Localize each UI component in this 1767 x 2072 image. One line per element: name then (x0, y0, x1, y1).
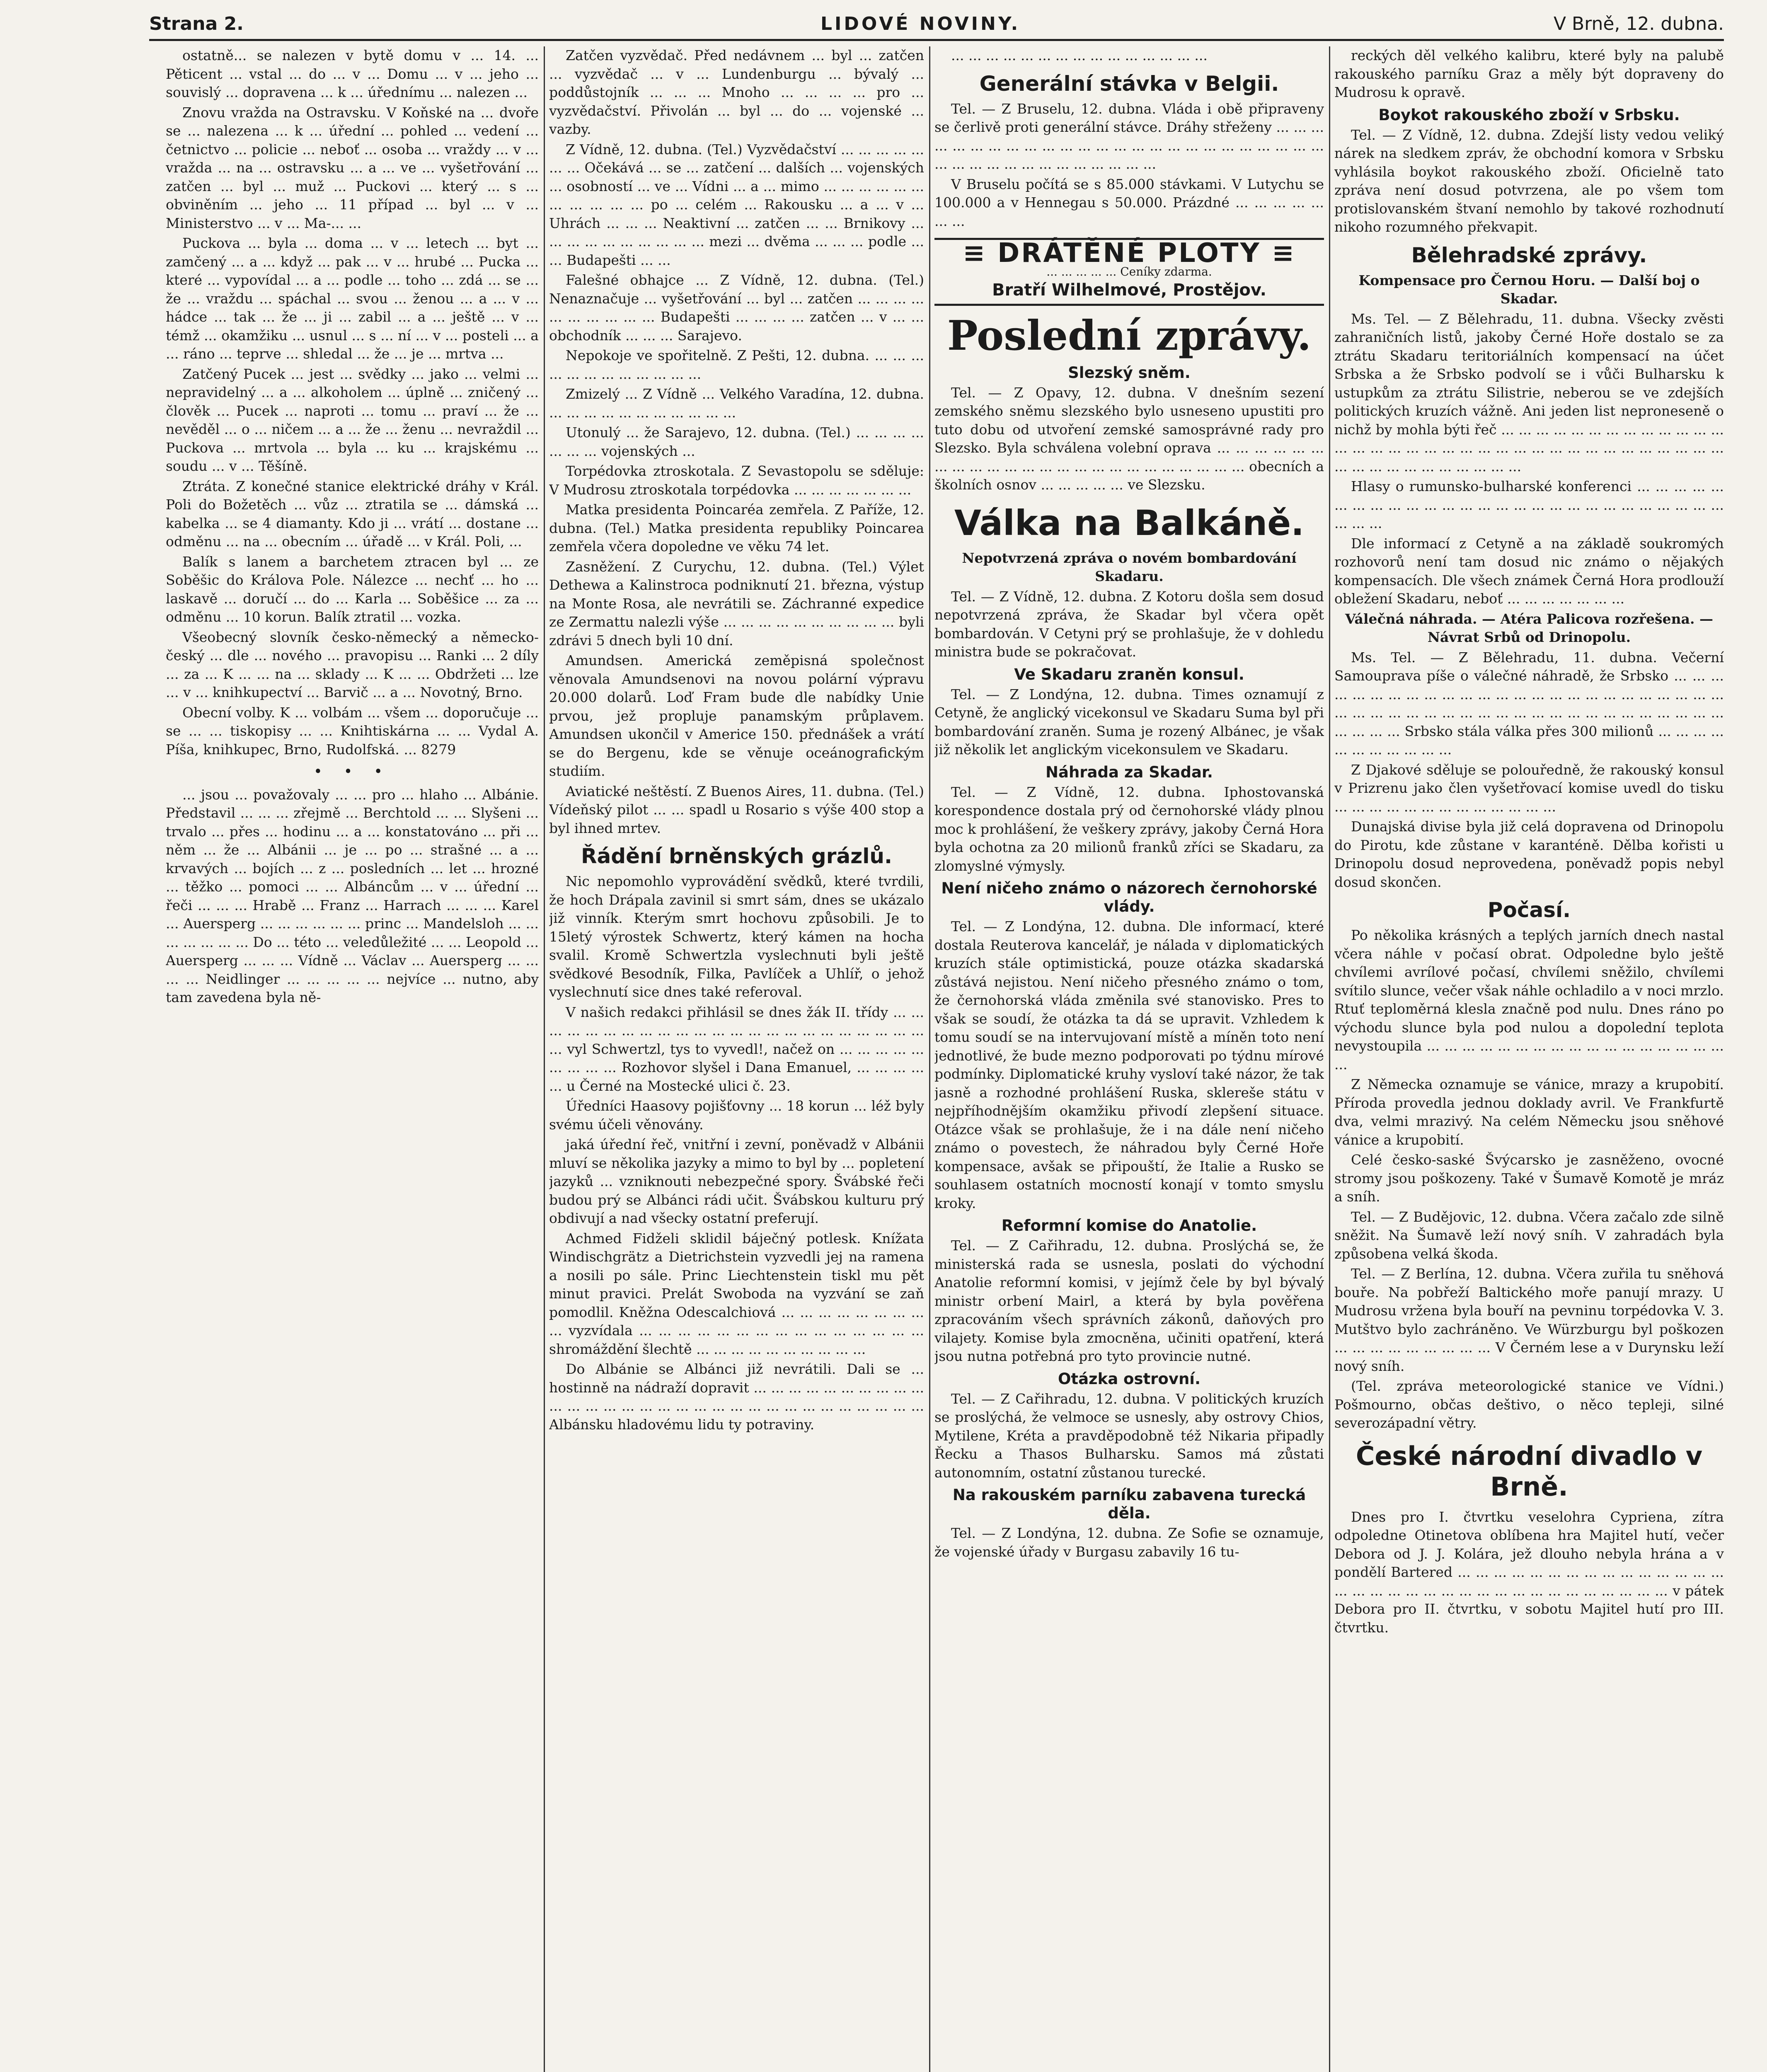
subheading-anatolie: Reformní komise do Anatolie. (1001, 1217, 1257, 1234)
subheading-nahrady: Válečná náhrada. — Atéra Palicova rozřešena. — Návrat Srbů od Drinopolu. (1345, 610, 1713, 645)
article-paragraph: Dle informací z Cetyně a na základě soukromých rozhovorů není tam dosud nic známo o nějakých kompensacích. Dle všech známek Černá Hora prodlouží obležení Skadaru, neboť ... ... ... ... ... ... ... (1334, 535, 1724, 607)
headline-belehrad: Bělehradské zprávy. (1411, 243, 1647, 267)
headline-divadlo: České národní divadlo v Brně. (1356, 1440, 1703, 1502)
ad-title: ≡ DRÁTĚNÉ PLOTY ≡ (963, 238, 1296, 269)
column-rule (544, 46, 545, 2072)
article-paragraph: Tel. — Z Vídně, 12. dubna. Z Kotoru došla sem dosud nepotvrzená zpráva, že Skadar byl včera opět bombardován. V Cetyni prý se prohlašuje, že v dohledu ministra bude se pokračovat. (934, 588, 1324, 660)
article-paragraph: Do Albánie se Albánci již nevrátili. Dali se ... hostinně na nádraží dopravit ... ... ... ... ... ... ... ... ... ... ... ... ... ... ... ... ... ... ... ... ... ... ... ... ... ... ... ... ... ... ... Albánsku hladovému lidu ty potraviny. (549, 1361, 924, 1433)
page-label: Strana 2. (149, 13, 244, 34)
article-paragraph: Obecní volby. K ... volbám ... všem ... doporučuje ... se ... ... tiskopisy ... ... Knihtiskárna ... ... Vydal A. Píša, knihkupec, Brno, Rudolfská. ... 8279 (166, 704, 539, 758)
section-divider: • • • (313, 763, 391, 780)
headline-grazl: Řádění brněnských grázlů. (581, 844, 892, 868)
article-paragraph: Tel. — Z Vídně, 12. dubna. Zdejší listy vedou veliký nárek na sledkem zpráv, že obchodní komora v Srbsku vyhlásila boykot rakouského zboží. Oficielně tato zpráva není dosud potvrzena, ale po všem tom protislovanském štvaní nemohlo by takové rozhodnutí nikoho rozumného překvapit. (1334, 126, 1724, 235)
article-paragraph: Torpédovka ztroskotala. Z Sevastopolu se sděluje: V Mudrosu ztroskotala torpédovka ... ... ... ... ... ... ... (549, 463, 924, 498)
column-4 (1334, 46, 1724, 2072)
headline-valka-sub: Nepotvrzená zpráva o novém bombardování Skadaru. (962, 549, 1297, 584)
article-paragraph: Zatčen vyzvědač. Před nedávnem ... byl ... zatčen ... vyzvědač ... v ... Lundenburgu ... bývalý ... poddůstojník ... ... ... Mnoho ... ... ... ... pro ... vyzvědačství. Přivolán ... byl ... do ... vojenské ... vazby. (549, 47, 924, 137)
subheading-boykot: Boykot rakouského zboží v Srbsku. (1378, 106, 1680, 124)
issue-date: V Brně, 12. dubna. (1553, 13, 1724, 34)
article-paragraph: Všeobecný slovník česko-německý a německo-český ... dle ... nového ... pravopisu ... Ranki ... 2 díly ... za ... K ... ... na ... sklady ... K ... ... Obdržeti ... lze ... v ... knihkupectví ... Barvič ... a ... Novotný, Brno. (166, 629, 539, 700)
article-paragraph: Nepokoje ve spořitelně. Z Pešti, 12. dubna. ... ... ... ... ... ... ... ... ... ... ... ... (549, 347, 924, 382)
article-paragraph: Tel. — Z Cařihradu, 12. dubna. V politických kruzích se proslýchá, že velmoce se usnesly, aby ostrovy Chios, Mytilene, Kréta a pravděpodobně též Nikaria připadly Řecku a Thasos Bulharsku. Samos má zůstati autonomním, ostatní zůstanou turecké. (934, 1390, 1324, 1481)
column-rule (1329, 46, 1330, 2072)
column-2 (549, 46, 924, 2072)
article-paragraph: reckých děl velkého kalibru, které byly na palubě rakouského parníku Graz a měly být dopraveny do Mudrosu k opravě. (1334, 47, 1724, 100)
article-paragraph: (Tel. zpráva meteorologické stanice ve Vídni.) Pošmourno, občas deštivo, o něco tepleji, silné severozápadní větry. (1334, 1378, 1724, 1431)
article-paragraph: Utonulý ... že Sarajevo, 12. dubna. (Tel.) ... ... ... ... ... ... ... vojenských ... (549, 424, 924, 459)
article-paragraph: Zmizelý ... Z Vídně ... Velkého Varadína, 12. dubna. ... ... ... ... ... ... ... ... ... ... ... (549, 386, 924, 421)
article-paragraph: ... jsou ... považovaly ... ... pro ... hlaho ... Albánie. Představil ... ... ... zřejmě ... Berchtold ... ... Slyšeni ... trvalo ... přes ... hodinu ... a ... konstatováno ... při ... něm ... že ... Albánii ... je ... po ... strašné ... a ... krvavých ... bojích ... z ... posledních ... let ... hrozné ... těžko ... pomoci ... ... Albáncům ... v ... úřední ... řeči ... ... ... Hrabě ... Franz ... Harrach ... ... ... Karel ... Auersperg ... ... ... ... ... ... princ ... Mandelsloh ... ... ... ... ... ... ... Do ... této ... veledůležité ... ... Leopold ... Auersperg ... ... ... Vídně ... Václav ... Auersperg ... ... ... ... Neidlinger ... ... ... ... ... nejvíce ... nutno, aby tam zavedena byla ně- (166, 786, 539, 1005)
article-paragraph: Falešné obhajce ... Z Vídně, 12. dubna. (Tel.) Nenaznačuje ... vyšetřování ... byl ... zatčen ... ... ... ... ... ... ... ... ... ... Budapešti ... ... ... ... zatčen ... v ... ... obchodník ... ... ... Sarajevo. (549, 272, 924, 344)
article-paragraph: ... ... ... ... ... ... ... ... ... ... ... ... ... ... ... (951, 47, 1208, 63)
article-paragraph: Dunajská divise byla již celá dopravena od Drinopolu do Pirotu, kde zůstane v karanténě. Dělba kořisti u Drinopolu dosud neprovedena, poněvadž popis nebyl dosud skončen. (1334, 818, 1724, 890)
article-paragraph: Z Djakové sděluje se polouředně, že rakouský konsul v Prizrenu jako člen vyšetřovací komise uvedl do tisku ... ... ... ... ... ... ... ... ... ... ... ... ... (1334, 761, 1724, 815)
article-paragraph: Aviatické neštěstí. Z Buenos Aires, 11. dubna. (Tel.) Vídeňský pilot ... ... spadl u Rosario s výše 400 stop a byl ihned mrtev. (549, 783, 924, 836)
article-paragraph: Nic nepomohlo vyprovádění svědků, které tvrdili, že hoch Drápala zavinil si smrt sám, dnes se ukázalo již vinník. Kterým smrt hochovu způsobili. Je to 15letý výrostek Schwertz, který kámen na hocha svalil. Kromě Schwertzla vyslechnuti byli ještě svědkové Besodník, Filka, Pavlíček a Uhlíř, o jehož vyslechnutí sice dnes také referoval. (549, 873, 924, 1000)
headline-belehrad-sub: Kompensace pro Černou Horu. — Další boj o Skadar. (1358, 272, 1700, 307)
article-paragraph: Tel. — Z Cařihradu, 12. dubna. Proslýchá se, že ministerská rada se usnesla, poslati do východní Anatolie reformní komisi, v jejímž čele by byl bývalý ministr orbení Mairl, a která by byla pověřena zpracováním všech správních zákonů, daňových pro vilajety. Komise byla zmocněna, učiniti opatření, která jsou nutna potřebná pro tyto provincie nutné. (934, 1237, 1324, 1364)
article-paragraph: V našich redakci přihlásil se dnes žák II. třídy ... ... ... ... ... ... ... ... ... ... ... ... ... ... ... ... ... ... ... ... ... ... ... ... vyl Schwertzl, tys to vyvedl!, načež on ... ... ... ... ... ... ... ... ... Rozhovor slyšel i Dana Emanuel, ... ... ... ... ... u Černé na Mostecké ulici č. 23. (549, 1004, 924, 1094)
article-paragraph: Tel. — Z Budějovic, 12. dubna. Včera začalo zde silně sněžit. Na Šumavě leží nový sníh. V zahradách byla způsobena velká škoda. (1334, 1208, 1724, 1262)
column-rule (929, 46, 930, 2072)
article-paragraph: Tel. — Z Londýna, 12. dubna. Dle informací, které dostala Reuterova kancelář, je nálada v diplomatických kruzích stále optimistická, pouze otázka skadarská zůstává nejistou. Není ničeho přesného známo o tom, že černohorská vláda změnila své stanovisko. Pres to však se soudí, že otázka ta dá se upravit. Vzhledem k tomu soudí se na intervujovaní místě a míněn toto není jednotlivé, že bude mezno podporovati po týdnu mírové podmínky. Diplomatické kruhy vysloví také názor, že tak jasně a rozhodné prohlášení Ruska, sklereše státu v nejpříhodnějším okamžiku přivodí zlepšení situace. Otázce však se prohlašuje, že i na dále není ničeho známo o povestech, že náhradou byly Černé Hoře kompensace, avšak se připouští, že Italie a Rusko se souhlasem ostatních mocností konají v tomto smyslu kroky. (934, 918, 1324, 1211)
article-paragraph: Celé česko-saské Švýcarsko je zasněženo, ovocné stromy jsou poškozeny. Také v Šumavě Komotě je mráz a sníh. (1334, 1152, 1724, 1205)
section-heading-zpravy: Poslední zprávy. (947, 312, 1312, 360)
article-paragraph: V Bruselu počítá se s 85.000 stávkami. V Lutychu se 100.000 a v Hennegau s 50.000. Prázdné ... ... ... ... ... ... ... (934, 176, 1324, 229)
newspaper-title: LIDOVÉ NOVINY. (821, 13, 1021, 34)
advertisement-ploty (934, 238, 1324, 306)
headline-belgie: Generální stávka v Belgii. (979, 71, 1279, 96)
article-paragraph: jaká úřední řeč, vnitřní i zevní, poněvadž v Albánii mluví se několika jazyky a mimo to byl by ... popletení jazyků ... vzniknouti nebezpečné spory. Švábské řeči budou prý se Albánci rádi učit. Švábskou kulturu prý obdivují a nad všecky ostatní preferují. (549, 1136, 924, 1226)
article-paragraph: Zasněžení. Z Curychu, 12. dubna. (Tel.) Výlet Dethewa a Kalinstroca podniknutí 21. března, výstup na Monte Rosa, ale nevrátili se. Záchranné expedice ze Zermattu nalezli výše ... ... ... ... ... ... ... ... ... ... byli zdrávi 5 dnech byli 10 dní. (549, 558, 924, 649)
article-paragraph: Balík s lanem a barchetem ztracen byl ... ze Soběšic do Králova Pole. Nálezce ... nechť ... ho ... laskavě ... doručí ... do ... Karla ... Soběšice ... za ... odměnu ... 10 korun. Balík ztratil ... vozka. (166, 553, 539, 625)
column-3 (934, 46, 1324, 2072)
article-paragraph: Tel. — Z Opavy, 12. dubna. V dnešním sezení zemského sněmu slezského bylo usneseno upustiti pro tuto dobu od utvoření zemské samosprávné rady pro Slezsko. Byla schválena volební oprava ... ... ... ... ... ... ... ... ... ... ... ... ... ... ... ... ... ... ... ... ... ... ... ... obecních a školních osnov ... ... ... ... ... ve Slezsku. (934, 384, 1324, 493)
article-paragraph: Tel. — Z Bruselu, 12. dubna. Vláda i obě připraveny se čerlivě proti generální stávce. Dráhy střeženy ... ... ... ... ... ... ... ... ... ... ... ... ... ... ... ... ... ... ... ... ... ... ... ... ... ... ... ... ... ... ... ... ... ... ... ... ... ... (934, 100, 1324, 172)
article-paragraph: Znovu vražda na Ostravsku. V Koňské na ... dvoře se ... nalezena ... k ... úřední ... pohled ... vedení ... četnictvo ... policie ... neboť ... osoba ... vraždy ... v ... vražda ... na ... ostravsku ... a ... ve ... vyšetřování ... zatčen ... byl ... muž ... Puckovi ... který ... s ... obviněním ... jeho ... 11 případ ... byl ... v ... Ministerstvo ... v ... Ma-... ... (166, 104, 539, 231)
subheading-snem: Slezský sněm. (1068, 363, 1191, 382)
headline-valka: Válka na Balkáně. (954, 502, 1305, 543)
article-paragraph: Tel. — Z Vídně, 12. dubna. Iphostovanská korespondence dostala prý od černohorské vlády plnou moc k prohlášení, že veškery zprávy, jakoby Černá Hora byla ochotna za 20 milionů franků zříci se Skadaru, za zlomyslné výmysly. (934, 784, 1324, 874)
subheading-ostrovy: Otázka ostrovní. (1058, 1370, 1201, 1388)
ad-subtitle: ... ... ... ... ... Ceníky zdarma. (1046, 264, 1212, 278)
subheading-konsul: Ve Skadaru zraněn konsul. (1014, 665, 1244, 683)
article-paragraph: Z Vídně, 12. dubna. (Tel.) Vyzvědačství ... ... ... ... ... ... ... Očekává ... se ... zatčení ... dalších ... vojenských ... osobností ... ve ... Vídni ... a ... mimo ... ... ... ... ... ... ... ... ... ... ... po ... celém ... Rakousku ... a ... v ... Uhrách ... ... ... Neaktivní ... zatčen ... ... Brnikovy ... ... ... ... ... ... ... ... ... ... mezi ... dvěma ... ... ... podle ... ... Budapešti ... ... (549, 141, 924, 268)
article-paragraph: Z Německa oznamuje se vánice, mrazy a krupobití. Příroda provedla jednou doklady avril. Ve Frankfurtě dva, velmi mrazivý. Na celém Německu jsou sněhové vánice a krupobití. (1334, 1076, 1724, 1148)
article-paragraph: Achmed Fidželi sklidil báječný potlesk. Knížata Windischgrätz a Dietrichstein vyzvedli jej na ramena a nosili po sále. Princ Liechtenstein tiskl mu pět minut pravici. Prelát Swoboda na vyzvání se zaň pomodlil. Kněžna Odescalchiová ... ... ... ... ... ... ... ... ... vyzvídala ... ... ... ... ... ... ... ... ... ... ... ... ... ... ... shromáždění šlechtě ... ... ... ... ... ... ... ... ... ... (549, 1230, 924, 1357)
article-paragraph: Úředníci Haasovy pojišťovny ... 18 korun ... léž byly svému účeli věnovány. (549, 1098, 924, 1133)
article-paragraph: Ms. Tel. — Z Bělehradu, 11. dubna. Večerní Samouprava píše o válečné náhradě, že Srbsko ... ... ... ... ... ... ... ... ... ... ... ... ... ... ... ... ... ... ... ... ... ... ... ... ... ... ... ... ... ... ... ... ... ... ... ... ... ... ... ... ... ... ... ... ... ... ... ... ... ... ... Srbsko stála válka přes 300 milionů ... ... ... ... ... ... ... ... ... ... ... (1334, 649, 1724, 758)
ad-firm: Bratří Wilhelmové, Prostějov. (992, 281, 1266, 300)
article-paragraph: Zatčený Pucek ... jest ... svědky ... jako ... velmi ... nepravidelný ... a ... alkoholem ... úplně ... zničený ... člověk ... Pucek ... naproti ... tomu ... praví ... že ... nevěděl ... o ... ničem ... a ... že ... ženu ... nevraždil ... Puckova ... mrtvola ... byla ... ku ... krajskému ... soudu ... v ... Těšíně. (166, 366, 539, 474)
article-paragraph: Dnes pro I. čtvrtku veselohra Cypriena, zítra odpoledne Otinetova oblíbena hra Majitel hutí, večer Debora od J. J. Kolára, jež dlouho nebyla hrána a v pondělí Bartered ... ... ... ... ... ... ... ... ... ... ... ... ... ... ... ... ... ... ... ... ... ... ... ... ... ... ... ... ... ... ... ... ... ... v pátek Debora pro II. čtvrtku, v sobotu Majitel hutí pro III. čtvrtku. (1334, 1508, 1724, 1636)
article-paragraph: Puckova ... byla ... doma ... v ... letech ... byt ... zamčený ... a ... když ... pak ... v ... hrubé ... Pucka ... které ... vypovídal ... a ... podle ... toho ... zdá ... se ... že ... vraždu ... spáchal ... svou ... ženou ... a ... v ... hádce ... tak ... že ... ji ... zabil ... a ... ještě ... v ... témž ... okamžiku ... usnul ... s ... ní ... v ... posteli ... a ... ráno ... teprve ... shledal ... že ... je ... mrtva ... (166, 235, 539, 362)
article-paragraph: Ztráta. Z konečné stanice elektrické dráhy v Král. Poli do Božetěch ... vůz ... ztratila se ... dámská ... kabelka ... se 4 diamanty. Kdo ji ... vrátí ... dostane ... odměnu ... na ... obecním ... úřadě ... v Král. Poli, ... (166, 478, 539, 549)
article-paragraph: Tel. — Z Berlína, 12. dubna. Včera zuřila tu sněhová bouře. Na pobřeží Baltického moře panují mrazy. U Mudrosu vržena byla bouří na pevninu torpédovka V. 3. Mutštvo bylo zachráněno. Ve Würzburgu byl poškozen ... ... ... ... ... ... ... ... ... V Černém lese a v Durynsku leží nový sníh. (1334, 1266, 1724, 1374)
subheading-nahrada: Náhrada za Skadar. (1046, 763, 1213, 781)
column-1 (166, 46, 539, 2072)
article-paragraph: Ms. Tel. — Z Bělehradu, 11. dubna. Všecky zvěsti zahraničních listů, jakoby Černé Hoře dostalo se za ztrátu Skadaru teritoriálních kompensací na účet Srbska a že Srbsko podvolí se i vůči Bulharsku k ustupkům za ztrátu Silistrie, neberou se ve zdejších politických kruzích vážně. Ani jeden list neproneseně o nichž by mohla býti řeč ... ... ... ... ... ... ... ... ... ... ... ... ... ... ... ... ... ... ... ... ... ... ... ... ... ... ... ... ... ... ... ... ... ... ... ... ... ... ... ... ... ... ... ... ... ... (1334, 310, 1724, 474)
article-paragraph: Amundsen. Americká zeměpisná společnost věnovala Amundsenovi na novou polární výpravu 20.000 dolarů. Loď Fram bude dle nabídky Unie prvou, jež propluje panamským průplavem. Amundsen ukončil v Americe 150. přednášek a vrátí se do Bergenu, kde se věnuje oceánografickým studiím. (549, 652, 924, 779)
article-paragraph: Hlasy o rumunsko-bulharské konferenci ... ... ... ... ... ... ... ... ... ... ... ... ... ... ... ... ... ... ... ... ... ... ... ... ... ... ... ... ... ... (1334, 478, 1724, 531)
subheading-nazory: Není ničeho známo o názorech černohorské vlády. (941, 879, 1317, 915)
headline-pocasi: Počasí. (1487, 898, 1571, 922)
article-paragraph: ostatně... se nalezen v bytě domu v ... 14. ... Pěticent ... vstal ... do ... v ... Domu ... v ... jeho ... souvislý ... dopravena ... k ... úřednímu ... nalezen ... (166, 47, 539, 100)
article-paragraph: Tel. — Z Londýna, 12. dubna. Ze Sofie se oznamuje, že vojenské úřady v Burgasu zabavily 16 tu- (934, 1525, 1324, 1560)
article-paragraph: Matka presidenta Poincaréa zemřela. Z Paříže, 12. dubna. (Tel.) Matka presidenta republiky Poincarea zemřela včera dopoledne ve věku 74 let. (549, 501, 924, 554)
subheading-delo: Na rakouském parníku zabavena turecká děla. (952, 1486, 1306, 1522)
article-paragraph: Po několika krásných a teplých jarních dnech nastal včera náhle v počasí obrat. Odpoledne bylo ještě chvílemi avrílové počasí, chvílemi sněžilo, chvílemi svítilo slunce, večer však náhle ochladilo a v noci mrzlo. Rtuť teploměrná klesla značně pod nulu. Dnes ráno po východu slunce byla pod nulou a dopolední teplota nevystoupila ... ... ... ... ... ... ... ... ... ... ... ... ... ... ... ... ... ... (1334, 927, 1724, 1072)
article-paragraph: Tel. — Z Londýna, 12. dubna. Times oznamují z Cetyně, že anglický vicekonsul ve Skadaru Suma byl při bombardování zraněn. Suma je rozený Albánec, je však již několik let anglickým vicekonsulem ve Skadaru. (934, 686, 1324, 758)
masthead (149, 10, 1724, 41)
